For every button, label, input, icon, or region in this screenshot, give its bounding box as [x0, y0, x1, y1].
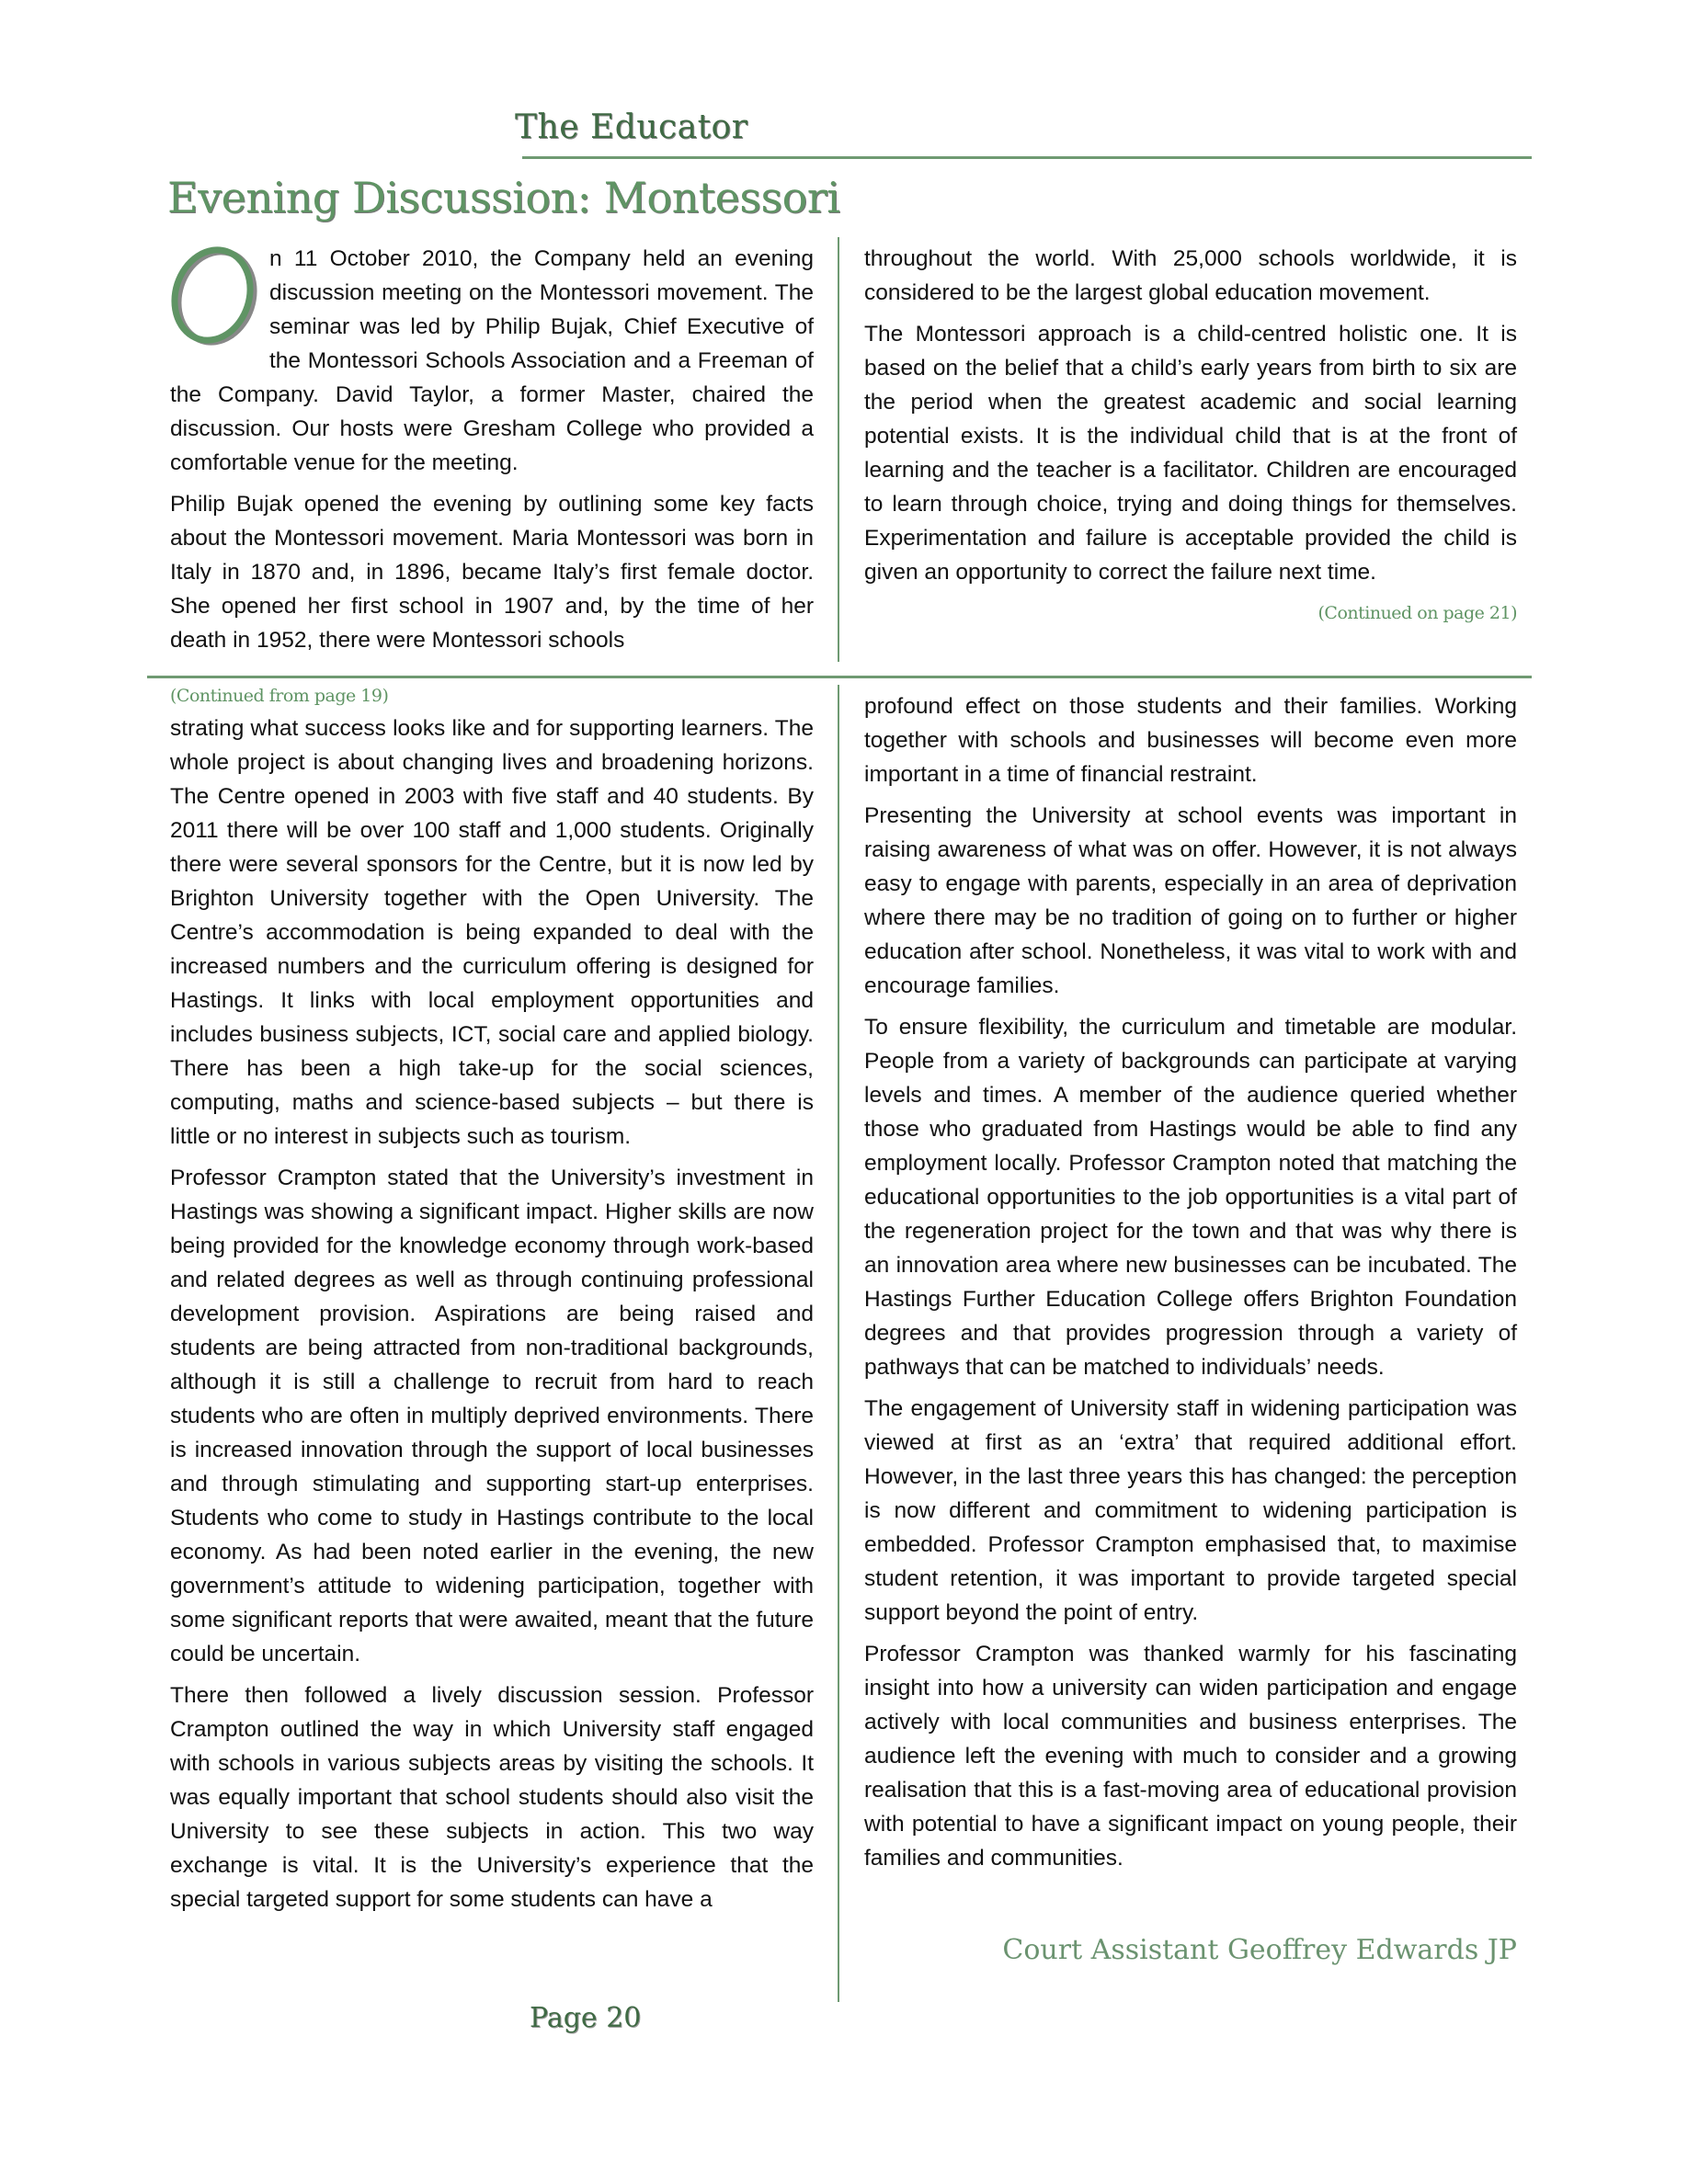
paragraph: Professor Crampton was thanked warmly for his fascinating insight into how a university can widen participation and engage actively with local communities and business enterprises. The audience left the evening with much to consider and a growing realisation that this is a fast-moving area of educational provision with potential to have a significant impact on young people, their families and communities. — [864, 1642, 1517, 1871]
section-divider — [147, 676, 1532, 678]
author-byline: Court Assistant Geoffrey Edwards JP — [1002, 1934, 1517, 1966]
paragraph: There then followed a lively discussion session. Professor Crampton outlined the way in which University staff engaged with schools in various subjects areas by visiting the schools. It was equally important that school students should also visit the University to see these subjects in action. This two way exchange is vital. It is the University’s experience that the special targeted support for some students can have a — [170, 1683, 814, 1912]
paragraph: Professor Crampton stated that the University’s investment in Hastings was showing a significant impact. Higher skills are now being provided for the knowledge economy through work-based and related degrees as well as through continuing professional development provision. Aspirations are being raised and students are being attracted from non-traditional backgrounds, although it is still a challenge to recruit from hard to reach students who are often in multiply deprived environments. There is increased innovation through the support of local businesses and through stimulating and supporting start-up enterprises. Students who come to study in Hastings contribute to the local economy. As had been noted earlier in the evening, the new government’s attitude to widening participation, together with some significant reports that were awaited, meant that the future could be uncertain. — [170, 1166, 814, 1666]
publication-masthead: The Educator — [515, 108, 748, 146]
masthead-rule — [522, 156, 1532, 159]
paragraph: throughout the world. With 25,000 schools worldwide, it is considered to be the largest global education movement. — [864, 246, 1517, 305]
paragraph: profound effect on those students and their families. Working together with schools and businesses will become even more important in a time of financial restraint. — [864, 694, 1517, 787]
paragraph: Presenting the University at school events was important in raising awareness of what was on offer. However, it is not always easy to engage with parents, especially in an area of deprivation where there may be no tradition of going on to further or higher education after school. Nonetheless, it was vital to work with and encourage families. — [864, 803, 1517, 998]
column-divider-bottom — [838, 685, 839, 2002]
continued-from-link[interactable]: (Continued from page 19) — [170, 686, 389, 706]
column-bottom-left — [170, 682, 814, 1924]
paragraph — [170, 242, 814, 480]
paragraph: Philip Bujak opened the evening by outlining some key facts about the Montessori movement. Maria Montessori was born in Italy in 1870 and, in 1896, became Italy’s first female doctor. She opened her first school in 1907 and, by the time of her death in 1952, there were Montessori schools — [170, 492, 814, 653]
paragraph: strating what success looks like and for supporting learners. The whole project is about changing lives and broadening horizons. The Centre opened in 2003 with five staff and 40 students. By 2011 there will be over 100 staff and 1,000 students. Originally there were several sponsors for the Centre, but it is now led by Brighton University together with the Open University. The Centre’s accommodation is being expanded to deal with the increased numbers and the curriculum offering is designed for Hastings. It links with local employment opportunities and includes business subjects, ICT, social care and applied biology. There has been a high take-up for the social sciences, computing, maths and science-based subjects – but there is little or no interest in subjects such as tourism. — [170, 716, 814, 1149]
page-number: Page 20 — [530, 2002, 642, 2034]
column-top-right — [864, 242, 1517, 631]
paragraph: To ensure flexibility, the curriculum and timetable are modular. People from a variety of backgrounds can participate at varying levels and times. A member of the audience queried whether those who graduated from Hastings would be able to find any employment locally. Professor Crampton noted that matching the educational opportunities to the job opportunities is a vital part of the regeneration project for the town and that was why there is an innovation area where new businesses can be incubated. The Hastings Further Education College offers Brighton Foundation degrees and that provides progression through a variety of pathways that can be matched to individuals’ needs. — [864, 1015, 1517, 1380]
column-bottom-right — [864, 689, 1517, 1883]
paragraph: The Montessori approach is a child-centred holistic one. It is based on the belief that a child’s early years from birth to six are the period when the greatest academic and social learning potential exists. It is the individual child that is at the front of learning and the teacher is a facilitator. Children are encouraged to learn through choice, trying and doing things for themselves. Experimentation and failure is acceptable provided the child is given an opportunity to correct the failure next time. — [864, 322, 1517, 585]
column-top-left — [170, 242, 814, 665]
dropcap-o-icon — [163, 242, 264, 350]
paragraph: The engagement of University staff in widening participation was viewed at first as an ‘extra’ that required additional effort. However, in the last three years this has changed: the perception is now different and commitment to widening participation is embedded. Professor Crampton emphasised that, to maximise student retention, it was important to provide targeted special support beyond the point of entry. — [864, 1396, 1517, 1625]
continued-on-link[interactable]: (Continued on page 21) — [1317, 603, 1517, 623]
column-divider-top — [838, 237, 839, 662]
article-title: Evening Discussion: Montessori — [167, 173, 840, 222]
paragraph-text: n 11 October 2010, the Company held an evening discussion meeting on the Montessori movement. The seminar was led by Philip Bujak, Chief Executive of the Montessori Schools Association and a Freeman of the Company. David Taylor, a former Master, chaired the discussion. Our hosts were Gresham College who provided a comfortable venue for the meeting. — [170, 246, 814, 475]
